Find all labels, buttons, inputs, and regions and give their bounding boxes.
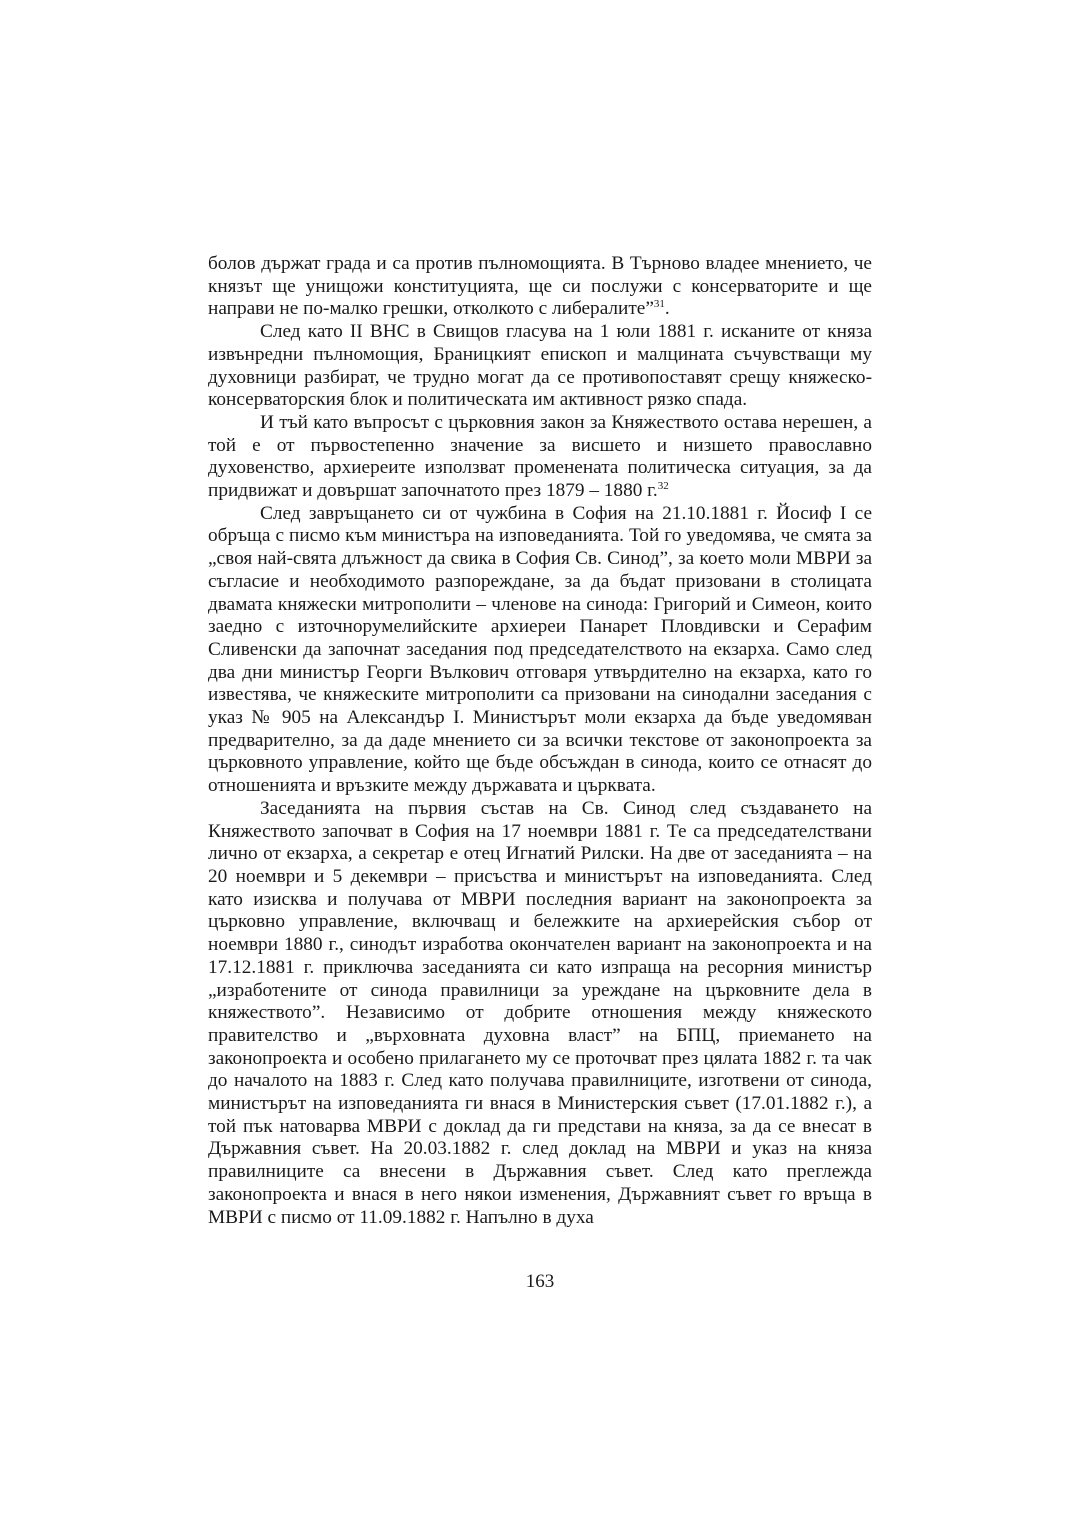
paragraph-5	[208, 798, 872, 1229]
paragraph-2	[208, 321, 872, 412]
paragraph-tail: .	[664, 298, 670, 320]
footnote-ref: 32	[657, 480, 669, 493]
paragraph-3	[208, 412, 872, 503]
body-text	[208, 253, 872, 1229]
footnote-ref: 31	[653, 298, 665, 311]
paragraph-text: Заседанията на първия състав на Св. Синод след създаването на Княжеството започват в София на 17 ноември 1881 г. Те са председателствани лично от екзарха, а секретар е отец Игнатий Рилски. На две от заседанията – на 20 ноември и 5 декември – присъства и министърът на изповеданията. След като изисква и получава от МВРИ последния вариант на законопроекта за църковно управление, включващ и бележките на архиерейския събор от ноември 1880 г., синодът изработва окончателен вариант на законопроекта и на 17.12.1881 г. приключва заседанията си като изпраща на ресорния министър „изработените от синода правилници за уреждане на църковните дела в княжеството”. Независимо от добрите отношения между княжеското правителство и „върховната духовна власт” на БПЦ, приемането на законопроекта и особено прилагането му се проточват през цялата 1882 г. та чак до началото на 1883 г. След като получава правилниците, изготвени от синода, министърът на изповеданията ги внася в Министерския съвет (17.01.1882 г.), а той пък натоварва МВРИ с доклад да ги представи на княза, за да се внесат в Държавния съвет. На 20.03.1882 г. след доклад на МВРИ и указ на княза правилниците са внесени в Държавния съвет. След като преглежда законопроекта и внася в него някои изменения, Държавният съвет го връща в МВРИ с писмо от 11.09.1882 г. Напълно в духа	[208, 797, 872, 1228]
paragraph-4	[208, 503, 872, 798]
paragraph-text: И тъй като въпросът с църковния закон за Княжеството остава нерешен, а той е от първостепенно значение за висшето и низшето православно духовенство, архиереите използват променената политическа ситуация, за да придвижат и довършат започнатото през 1879 – 1880 г.	[208, 411, 872, 502]
paragraph-text: болов държат града и са против пълномощията. В Търново владее мнението, че князът ще унищожи конституцията, ще си послужи с консерваторите и ще направи не по-малко грешки, отколкото с либералите”	[208, 253, 872, 320]
page-number: 163	[525, 1271, 555, 1292]
paragraph-1	[208, 253, 872, 321]
paragraph-text: След завръщането си от чужбина в София на 21.10.1881 г. Йосиф I се обръща с писмо към министъра на изповеданията. Той го уведомява, че смята за „своя най-свята длъжност да свика в София Св. Синод”, за което моли МВРИ за съгласие и необходимото разпореждане, за да бъдат призовани в столицата двамата княжески митрополити – членове на синода: Григорий и Симеон, които заедно с източнорумелийските архиереи Панарет Пловдивски и Серафим Сливенски да започнат заседания под председателството на екзарха. Само след два дни министър Георги Вълкович отговаря утвърдително на екзарха, като го известява, че княжеските митрополити са призовани на синодални заседания с указ № 905 на Александър I. Министърът моли екзарха да бъде уведомяван предварително, за да даде мнението си за всички текстове от законопроекта за църковното управление, който ще бъде обсъждан в синода, които се отнасят до отношенията и връзките между държавата и църквата.	[208, 502, 872, 797]
paragraph-text: След като II ВНС в Свищов гласува на 1 юли 1881 г. исканите от княза извънредни пълномощия, Браницкият епископ и малцината съчувстващи му духовници разбират, че трудно могат да се противопоставят срещу княжеско-консерваторския блок и политическата им активност рязко спада.	[208, 321, 872, 411]
